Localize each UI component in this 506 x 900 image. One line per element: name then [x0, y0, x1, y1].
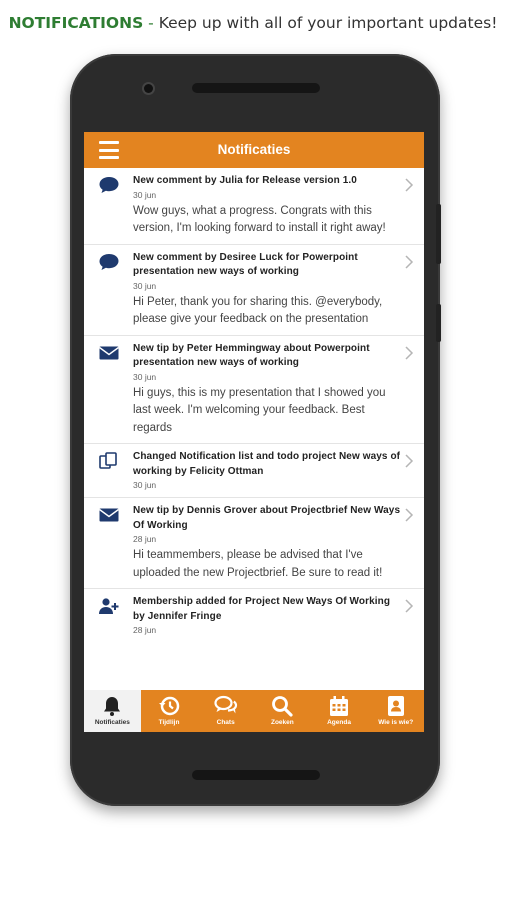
notification-body: Wow guys, what a progress. Congrats with this version, I'm looking forward to install it right away!: [133, 204, 386, 234]
tab-label: Tijdlijn: [158, 719, 180, 726]
add-user-icon: [98, 597, 120, 615]
contacts-icon: [385, 695, 407, 717]
notification-item[interactable]: [84, 444, 424, 498]
tab-wie-is-wie[interactable]: [367, 690, 424, 732]
tab-tijdlijn[interactable]: [141, 690, 198, 732]
notification-title: Changed Notification list and todo project New ways of working by Felicity Ottman: [133, 451, 401, 477]
tab-label: Wie is wie?: [378, 719, 414, 726]
comment-icon: [98, 253, 120, 271]
banner-heading: NOTIFICATIONS: [8, 14, 144, 32]
notification-item[interactable]: [84, 245, 424, 336]
app-screen: [84, 132, 424, 732]
notification-title: New tip by Dennis Grover about Projectbrief New Ways Of Working: [133, 505, 401, 531]
notification-date: 30 jun: [133, 480, 157, 490]
notification-title: New comment by Desiree Luck for Powerpoint presentation new ways of working: [133, 251, 358, 277]
chevron-right-icon: [404, 508, 414, 522]
notification-title: Membership added for Project New Ways Of Working by Jennifer Fringe: [133, 596, 391, 622]
search-icon: [271, 695, 293, 717]
earpiece-speaker: [192, 83, 320, 93]
tab-notificaties[interactable]: [84, 690, 141, 732]
tab-label: Zoeken: [270, 719, 294, 726]
tab-label: Notificaties: [94, 719, 130, 726]
envelope-icon: [98, 344, 120, 362]
tab-label: Chats: [216, 719, 235, 726]
notification-body: Hi Peter, thank you for sharing this. @everybody, please give your feedback on the presentation: [133, 295, 383, 325]
history-icon: [158, 695, 180, 717]
bottom-tab-bar: [84, 690, 424, 732]
tab-zoeken[interactable]: [254, 690, 311, 732]
chevron-right-icon: [404, 178, 414, 192]
notification-item[interactable]: [84, 589, 424, 642]
copy-icon: [98, 452, 120, 470]
banner-separator: -: [143, 14, 159, 32]
notification-item[interactable]: [84, 498, 424, 589]
chevron-right-icon: [404, 255, 414, 269]
comment-icon: [98, 176, 120, 194]
tab-chats[interactable]: [197, 690, 254, 732]
front-camera: [144, 84, 153, 93]
notification-body: Hi teammembers, please be advised that I've uploaded the new Projectbrief. Be sure to read it!: [133, 549, 383, 579]
banner-text: Keep up with all of your important updates!: [158, 14, 498, 32]
tab-label: Agenda: [327, 719, 351, 726]
chevron-right-icon: [404, 454, 414, 468]
chevron-right-icon: [404, 599, 414, 613]
power-button: [436, 304, 441, 342]
calendar-icon: [328, 695, 350, 717]
notification-date: 30 jun: [133, 280, 157, 291]
notification-item[interactable]: [84, 168, 424, 245]
notification-list: [84, 168, 424, 642]
notification-date: 30 jun: [133, 371, 157, 382]
notification-date: 30 jun: [133, 189, 157, 200]
volume-button: [436, 204, 441, 264]
app-header: [84, 132, 424, 168]
notification-title: New comment by Julia for Release version 1.0: [133, 175, 357, 186]
chevron-right-icon: [404, 346, 414, 360]
notification-item[interactable]: [84, 336, 424, 445]
envelope-icon: [98, 506, 120, 524]
notification-title: New tip by Peter Hemmingway about Powerpoint presentation new ways of working: [133, 342, 370, 368]
tab-agenda[interactable]: [311, 690, 368, 732]
bell-icon: [101, 695, 123, 717]
notification-body: Hi guys, this is my presentation that I showed you last week. I'm welcoming your feedback. Best regards: [133, 386, 386, 434]
promo-banner: [0, 14, 506, 32]
page-title: Notificaties: [217, 142, 291, 157]
chat-icon: [214, 695, 238, 717]
notification-date: 28 jun: [133, 625, 157, 635]
notification-date: 28 jun: [133, 534, 157, 544]
bottom-speaker: [192, 770, 320, 780]
